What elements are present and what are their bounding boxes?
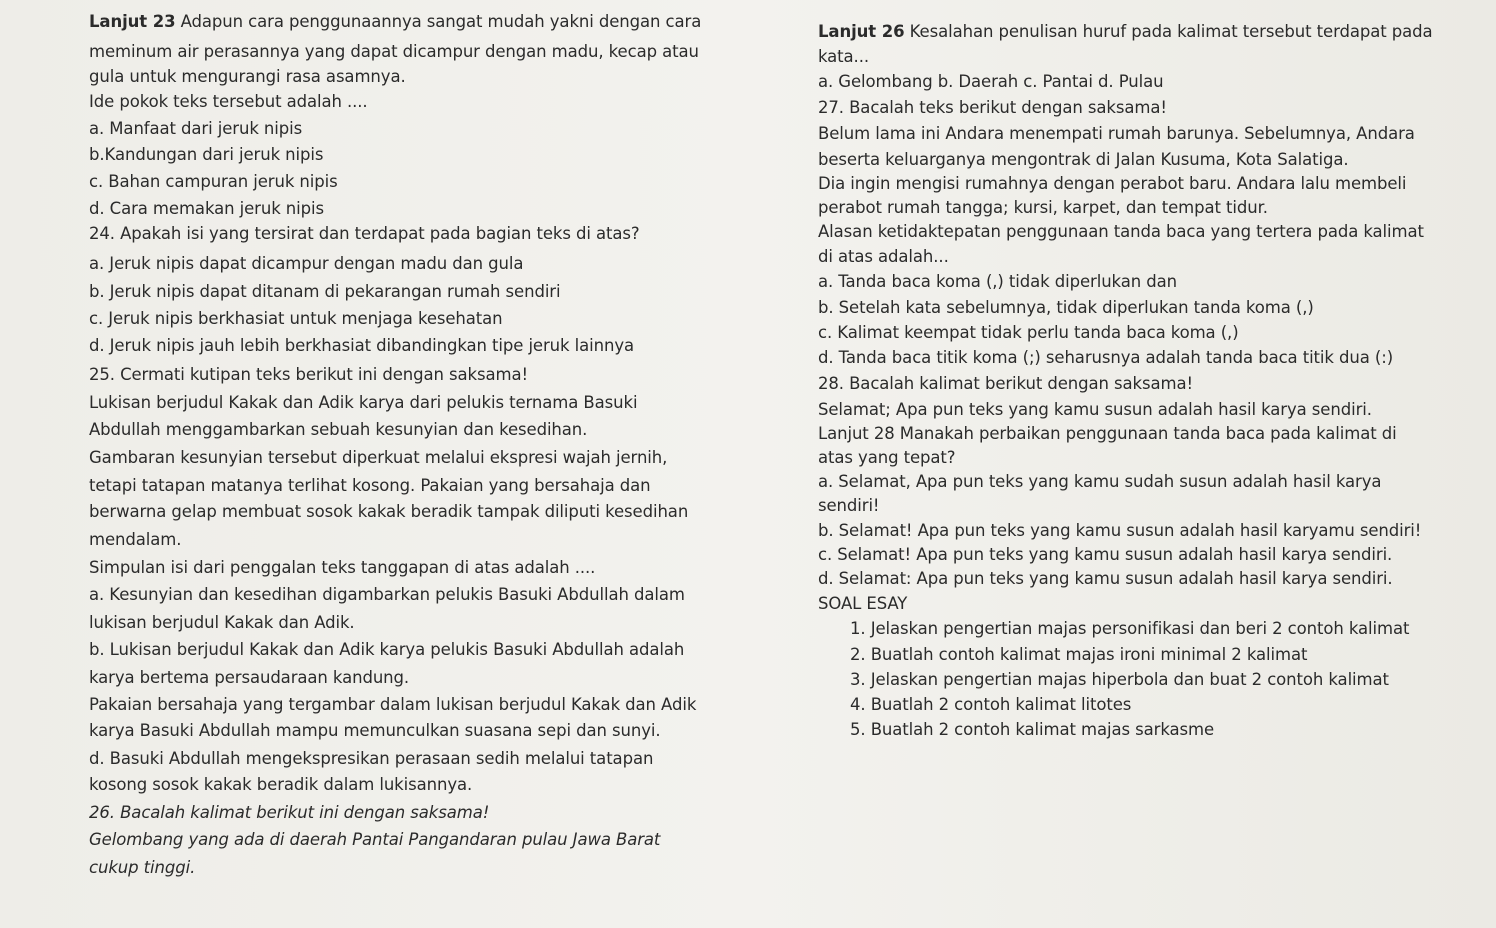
question-label: Lanjut 26: [818, 22, 905, 41]
left-column-line: 24. Apakah isi yang tersirat dan terdapat pada bagian teks di atas?: [89, 224, 640, 243]
right-column-line: a. Gelombang b. Daerah c. Pantai d. Pulau: [818, 72, 1164, 91]
right-column-line: Belum lama ini Andara menempati rumah barunya. Sebelumnya, Andara: [818, 124, 1415, 143]
left-column-line: [89, 12, 701, 32]
right-column-line: Alasan ketidaktepatan penggunaan tanda baca yang tertera pada kalimat: [818, 222, 1424, 241]
left-column-line: c. Jeruk nipis berkhasiat untuk menjaga kesehatan: [89, 309, 503, 328]
question-label: Lanjut 23: [89, 12, 176, 31]
left-column-line: a. Kesunyian dan kesedihan digambarkan pelukis Basuki Abdullah dalam: [89, 585, 685, 604]
right-column-line: c. Kalimat keempat tidak perlu tanda baca koma (,): [818, 323, 1239, 342]
right-column-line: [818, 22, 1433, 42]
left-column-line: Gambaran kesunyian tersebut diperkuat melalui ekspresi wajah jernih,: [89, 448, 668, 467]
right-column-line: 2. Buatlah contoh kalimat majas ironi minimal 2 kalimat: [850, 645, 1308, 664]
left-column-line: Pakaian bersahaja yang tergambar dalam lukisan berjudul Kakak dan Adik: [89, 695, 697, 714]
right-column-line: b. Setelah kata sebelumnya, tidak diperlukan tanda koma (,): [818, 298, 1314, 317]
left-column-line: 26. Bacalah kalimat berikut ini dengan saksama!: [89, 803, 490, 822]
right-column-line: Selamat; Apa pun teks yang kamu susun adalah hasil karya sendiri.: [818, 400, 1372, 419]
right-column-line: a. Tanda baca koma (,) tidak diperlukan dan: [818, 272, 1177, 291]
left-column-line: mendalam.: [89, 530, 182, 549]
left-column-line: d. Cara memakan jeruk nipis: [89, 199, 324, 218]
right-column-line: sendiri!: [818, 496, 880, 515]
line-text: Kesalahan penulisan huruf pada kalimat tersebut terdapat pada: [904, 22, 1433, 41]
left-column-line: b.Kandungan dari jeruk nipis: [89, 145, 324, 164]
right-column-line: d. Tanda baca titik koma (;) seharusnya adalah tanda baca titik dua (:): [818, 348, 1394, 367]
right-column-line: 28. Bacalah kalimat berikut dengan saksama!: [818, 374, 1193, 393]
right-column-line: 5. Buatlah 2 contoh kalimat majas sarkasme: [850, 720, 1215, 739]
left-column-line: c. Bahan campuran jeruk nipis: [89, 172, 338, 191]
left-column-line: cukup tinggi.: [89, 858, 196, 877]
left-column-line: d. Jeruk nipis jauh lebih berkhasiat dibandingkan tipe jeruk lainnya: [89, 336, 634, 355]
right-column-line: 4. Buatlah 2 contoh kalimat litotes: [850, 695, 1132, 714]
right-column-line: kata...: [818, 47, 869, 66]
right-column-line: Lanjut 28 Manakah perbaikan penggunaan tanda baca pada kalimat di: [818, 424, 1397, 443]
right-column-line: perabot rumah tangga; kursi, karpet, dan tempat tidur.: [818, 198, 1268, 217]
left-column-line: a. Manfaat dari jeruk nipis: [89, 119, 303, 138]
right-column-line: 1. Jelaskan pengertian majas personifikasi dan beri 2 contoh kalimat: [850, 619, 1410, 638]
right-column-line: a. Selamat, Apa pun teks yang kamu sudah susun adalah hasil karya: [818, 472, 1382, 491]
right-column-line: beserta keluarganya mengontrak di Jalan Kusuma, Kota Salatiga.: [818, 150, 1349, 169]
line-text: Adapun cara penggunaannya sangat mudah yakni dengan cara: [175, 12, 702, 31]
left-column-line: karya bertema persaudaraan kandung.: [89, 668, 410, 687]
left-column-line: karya Basuki Abdullah mampu memunculkan suasana sepi dan sunyi.: [89, 721, 661, 740]
left-column-line: berwarna gelap membuat sosok kakak beradik tampak diliputi kesedihan: [89, 502, 689, 521]
left-column-line: d. Basuki Abdullah mengekspresikan perasaan sedih melalui tatapan: [89, 749, 654, 768]
right-column-line: di atas adalah...: [818, 247, 949, 266]
right-column-line: b. Selamat! Apa pun teks yang kamu susun adalah hasil karyamu sendiri!: [818, 521, 1422, 540]
left-column-line: lukisan berjudul Kakak dan Adik.: [89, 613, 355, 632]
right-column-line: c. Selamat! Apa pun teks yang kamu susun adalah hasil karya sendiri.: [818, 545, 1393, 564]
left-column-line: b. Lukisan berjudul Kakak dan Adik karya pelukis Basuki Abdullah adalah: [89, 640, 685, 659]
right-column-line: SOAL ESAY: [818, 594, 908, 613]
left-column-line: gula untuk mengurangi rasa asamnya.: [89, 67, 406, 86]
right-column-line: Dia ingin mengisi rumahnya dengan perabot baru. Andara lalu membeli: [818, 174, 1407, 193]
left-column-line: Simpulan isi dari penggalan teks tanggapan di atas adalah ....: [89, 558, 596, 577]
right-column-line: d. Selamat: Apa pun teks yang kamu susun adalah hasil karya sendiri.: [818, 569, 1393, 588]
left-column-line: Gelombang yang ada di daerah Pantai Pangandaran pulau Jawa Barat: [89, 830, 661, 849]
left-column-line: kosong sosok kakak beradik dalam lukisannya.: [89, 775, 473, 794]
left-column-line: b. Jeruk nipis dapat ditanam di pekarangan rumah sendiri: [89, 282, 561, 301]
left-column-line: meminum air perasannya yang dapat dicampur dengan madu, kecap atau: [89, 42, 699, 61]
left-column-line: Lukisan berjudul Kakak dan Adik karya dari pelukis ternama Basuki: [89, 393, 638, 412]
right-column-line: 3. Jelaskan pengertian majas hiperbola dan buat 2 contoh kalimat: [850, 670, 1389, 689]
right-column-line: atas yang tepat?: [818, 448, 956, 467]
left-column-line: tetapi tatapan matanya terlihat kosong. Pakaian yang bersahaja dan: [89, 476, 651, 495]
left-column-line: Ide pokok teks tersebut adalah ....: [89, 92, 368, 111]
left-column-line: 25. Cermati kutipan teks berikut ini dengan saksama!: [89, 365, 529, 384]
right-column-line: 27. Bacalah teks berikut dengan saksama!: [818, 98, 1167, 117]
left-column-line: Abdullah menggambarkan sebuah kesunyian dan kesedihan.: [89, 420, 588, 439]
left-column-line: a. Jeruk nipis dapat dicampur dengan madu dan gula: [89, 254, 524, 273]
